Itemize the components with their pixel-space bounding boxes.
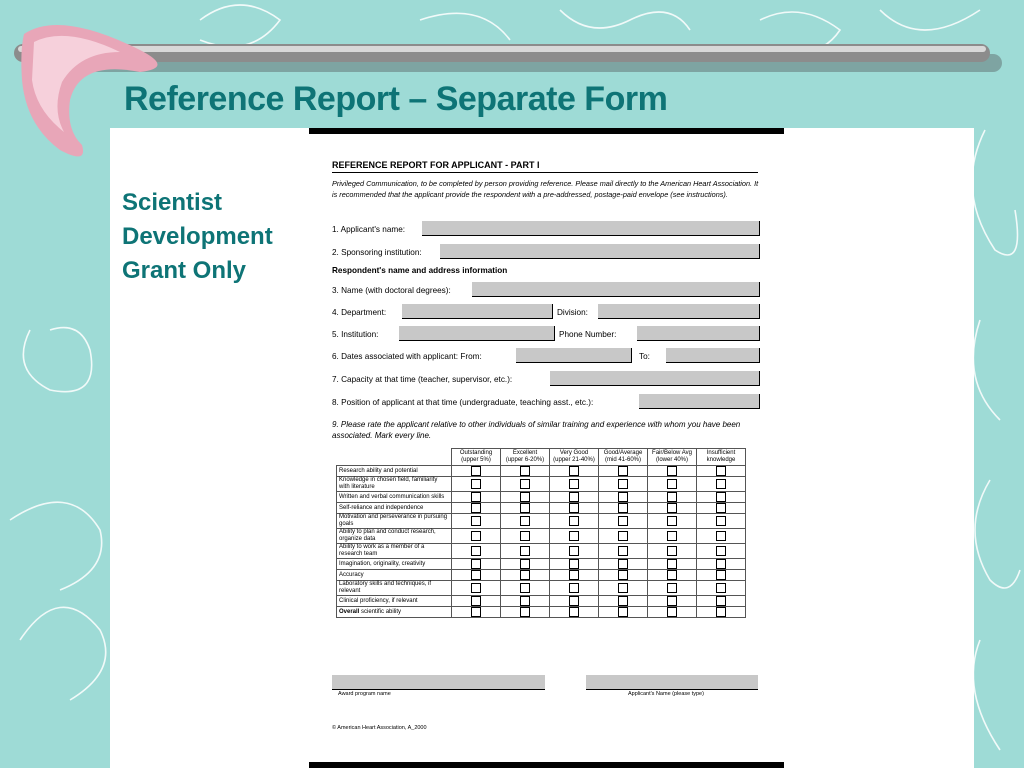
rating-checkbox[interactable]	[716, 492, 726, 502]
rating-checkbox[interactable]	[618, 516, 628, 526]
field-label-institution: 5. Institution:	[332, 330, 379, 339]
rating-column-header	[550, 449, 599, 466]
rating-cell	[452, 477, 501, 492]
rating-cell	[501, 607, 550, 618]
rating-row	[337, 492, 746, 503]
rating-checkbox[interactable]	[569, 607, 579, 617]
rating-cell	[452, 596, 501, 607]
rating-cell	[599, 492, 648, 503]
award-program-input[interactable]	[332, 675, 545, 690]
rating-cell	[648, 477, 697, 492]
rating-cell	[599, 559, 648, 570]
rating-row	[337, 514, 746, 529]
criterion-label: Imagination, originality, creativity	[337, 559, 452, 570]
rating-row	[337, 596, 746, 607]
rating-checkbox[interactable]	[520, 570, 530, 580]
rating-checkbox[interactable]	[667, 516, 677, 526]
form-bottom-bar	[309, 762, 784, 768]
rating-checkbox[interactable]	[667, 570, 677, 580]
rating-column-header	[648, 449, 697, 466]
criterion-label	[337, 607, 452, 618]
rating-cell	[648, 503, 697, 514]
swirl-decoration	[560, 10, 690, 30]
rating-cell	[599, 529, 648, 544]
rating-checkbox[interactable]	[471, 596, 481, 606]
rating-row	[337, 477, 746, 492]
swirl-decoration	[20, 607, 106, 700]
criterion-label: Self-reliance and independence	[337, 503, 452, 514]
swirl-decoration	[975, 480, 1020, 588]
rating-cell	[550, 503, 599, 514]
swirl-decoration	[973, 640, 1000, 750]
rating-cell	[599, 503, 648, 514]
form-heading: REFERENCE REPORT FOR APPLICANT - PART I	[332, 160, 758, 173]
applicant-name-input[interactable]	[422, 221, 760, 236]
rating-cell	[697, 581, 746, 596]
rating-checkbox[interactable]	[471, 531, 481, 541]
rating-checkbox[interactable]	[667, 466, 677, 476]
rating-checkbox[interactable]	[520, 479, 530, 489]
rating-column-header	[697, 449, 746, 466]
award-program-label: Award program name	[338, 691, 391, 697]
rating-cell	[501, 477, 550, 492]
rating-checkbox[interactable]	[667, 546, 677, 556]
column-range: (upper 6-20%)	[505, 457, 545, 463]
rating-cell	[648, 514, 697, 529]
rating-checkbox[interactable]	[618, 546, 628, 556]
rating-checkbox[interactable]	[520, 596, 530, 606]
rating-cell	[648, 492, 697, 503]
rating-cell	[501, 466, 550, 477]
rating-checkbox[interactable]	[520, 503, 530, 513]
field-label-division: Division:	[557, 308, 588, 317]
swirl-decoration	[880, 10, 980, 30]
rating-row	[337, 607, 746, 618]
rating-cell	[550, 529, 599, 544]
column-range: knowledge	[706, 457, 736, 463]
applicant-typed-name-input[interactable]	[586, 675, 758, 690]
rating-cell	[697, 492, 746, 503]
rating-checkbox[interactable]	[520, 531, 530, 541]
rating-checkbox[interactable]	[716, 531, 726, 541]
rating-cell	[648, 544, 697, 559]
rating-checkbox[interactable]	[520, 559, 530, 569]
rating-checkbox[interactable]	[716, 503, 726, 513]
position-input[interactable]	[639, 394, 760, 409]
rating-row	[337, 466, 746, 477]
rating-checkbox[interactable]	[569, 479, 579, 489]
rating-checkbox[interactable]	[667, 503, 677, 513]
reference-form	[332, 160, 762, 731]
rating-cell	[599, 514, 648, 529]
rating-cell	[452, 514, 501, 529]
field-label-dates-from: 6. Dates associated with applicant: From:	[332, 352, 482, 361]
rating-checkbox[interactable]	[569, 516, 579, 526]
rating-checkbox[interactable]	[716, 466, 726, 476]
institution-input[interactable]	[399, 326, 555, 341]
rating-cell	[648, 466, 697, 477]
rating-checkbox[interactable]	[471, 503, 481, 513]
rating-cell	[697, 477, 746, 492]
criterion-label: Accuracy	[337, 570, 452, 581]
rating-cell	[697, 544, 746, 559]
criterion-label: Clinical proficiency, if relevant	[337, 596, 452, 607]
dates-to-input[interactable]	[666, 348, 760, 363]
rating-checkbox[interactable]	[569, 466, 579, 476]
subtitle-line: Scientist	[122, 189, 223, 216]
rating-checkbox[interactable]	[569, 492, 579, 502]
top-rail-highlight	[18, 46, 986, 52]
rating-checkbox[interactable]	[520, 546, 530, 556]
rating-checkbox[interactable]	[618, 607, 628, 617]
criterion-label: Ability to work as a member of a research team	[337, 544, 452, 559]
rating-cell	[599, 607, 648, 618]
rating-cell	[501, 529, 550, 544]
rating-checkbox[interactable]	[520, 466, 530, 476]
rating-cell	[599, 581, 648, 596]
rating-cell	[599, 570, 648, 581]
respondent-name-input[interactable]	[472, 282, 760, 297]
rating-cell	[697, 559, 746, 570]
rating-checkbox[interactable]	[667, 607, 677, 617]
rating-cell	[599, 466, 648, 477]
swirl-decoration	[200, 5, 280, 47]
rating-checkbox[interactable]	[667, 596, 677, 606]
rating-checkbox[interactable]	[716, 479, 726, 489]
rating-cell	[452, 559, 501, 570]
rating-cell	[452, 581, 501, 596]
swirl-decoration	[972, 130, 1017, 255]
rating-column-header	[452, 449, 501, 466]
field-label-position: 8. Position of applicant at that time (undergraduate, teaching asst., etc.):	[332, 398, 594, 407]
rating-cell	[648, 529, 697, 544]
rating-checkbox[interactable]	[569, 546, 579, 556]
rating-cell	[452, 570, 501, 581]
criterion-label: Motivation and perseverance in pursuing goals	[337, 514, 452, 529]
rating-checkbox[interactable]	[716, 583, 726, 593]
field-label-name-degrees: 3. Name (with doctoral degrees):	[332, 286, 451, 295]
rating-cell	[599, 477, 648, 492]
rating-checkbox[interactable]	[471, 479, 481, 489]
criterion-label: Research ability and potential	[337, 466, 452, 477]
rating-cell	[501, 570, 550, 581]
copyright-notice: © American Heart Association, A_2000	[332, 725, 427, 731]
rating-row	[337, 529, 746, 544]
rating-table	[336, 448, 746, 618]
rating-checkbox[interactable]	[471, 583, 481, 593]
sponsoring-institution-input[interactable]	[440, 244, 760, 259]
rating-cell	[501, 492, 550, 503]
rating-checkbox[interactable]	[471, 546, 481, 556]
rating-checkbox[interactable]	[716, 607, 726, 617]
rating-cell	[501, 559, 550, 570]
applicant-typed-name-label: Applicant's Name (please type)	[628, 691, 704, 697]
division-input[interactable]	[598, 304, 760, 319]
rating-cell	[697, 503, 746, 514]
rating-cell	[452, 607, 501, 618]
rating-cell	[452, 544, 501, 559]
rating-checkbox[interactable]	[569, 596, 579, 606]
rating-cell	[452, 466, 501, 477]
rating-cell	[648, 559, 697, 570]
form-intro: Privileged Communication, to be completed by person providing reference. Please mail directly to the American Heart Association. It is recommended that the applicant provide the respondent with a pre-addressed, postage-paid envelope (see instructions).	[332, 179, 759, 199]
rating-cell	[452, 529, 501, 544]
rating-cell	[550, 607, 599, 618]
field-label-phone: Phone Number:	[559, 330, 617, 339]
column-range: (upper 21-40%)	[553, 457, 595, 463]
overall-bold-label: Overall	[339, 608, 360, 615]
form-top-bar	[309, 128, 784, 134]
rating-checkbox[interactable]	[618, 531, 628, 541]
rating-cell	[697, 514, 746, 529]
rating-checkbox[interactable]	[618, 583, 628, 593]
rating-checkbox[interactable]	[667, 531, 677, 541]
rating-checkbox[interactable]	[618, 596, 628, 606]
rating-checkbox[interactable]	[716, 596, 726, 606]
rating-cell	[550, 514, 599, 529]
field-label-department: 4. Department:	[332, 308, 387, 317]
rating-cell	[550, 559, 599, 570]
rating-checkbox[interactable]	[471, 607, 481, 617]
rating-row	[337, 570, 746, 581]
rating-checkbox[interactable]	[618, 466, 628, 476]
swirl-decoration	[420, 13, 510, 40]
rating-checkbox[interactable]	[471, 570, 481, 580]
rating-cell	[697, 607, 746, 618]
rating-cell	[599, 544, 648, 559]
rating-checkbox[interactable]	[716, 570, 726, 580]
criterion-label: Written and verbal communication skills	[337, 492, 452, 503]
rating-checkbox[interactable]	[520, 583, 530, 593]
column-name: Good/Average	[603, 450, 643, 456]
rating-checkbox[interactable]	[716, 546, 726, 556]
rating-checkbox[interactable]	[520, 516, 530, 526]
rating-checkbox[interactable]	[569, 503, 579, 513]
rating-cell	[550, 596, 599, 607]
rating-cell	[648, 596, 697, 607]
rating-cell	[697, 529, 746, 544]
slide-title: Reference Report – Separate Form	[124, 80, 668, 118]
rating-checkbox[interactable]	[716, 559, 726, 569]
swirl-decoration	[10, 502, 102, 590]
rating-cell	[501, 514, 550, 529]
rating-cell	[550, 544, 599, 559]
rating-checkbox[interactable]	[471, 466, 481, 476]
column-name: Fair/Below Avg	[652, 450, 692, 456]
rating-checkbox[interactable]	[569, 570, 579, 580]
rating-cell	[697, 596, 746, 607]
rating-cell	[697, 466, 746, 477]
rating-cell	[501, 581, 550, 596]
criterion-label: Laboratory skills and techniques, if relevant	[337, 581, 452, 596]
rating-cell	[501, 544, 550, 559]
rating-checkbox[interactable]	[667, 559, 677, 569]
rating-checkbox[interactable]	[471, 516, 481, 526]
rating-checkbox[interactable]	[667, 479, 677, 489]
field-label-sponsoring: 2. Sponsoring institution:	[332, 248, 422, 257]
rating-cell	[550, 570, 599, 581]
column-name: Excellent	[512, 450, 538, 456]
slide-subtitle	[122, 186, 273, 288]
rating-cell	[452, 492, 501, 503]
rating-checkbox[interactable]	[569, 531, 579, 541]
rating-cell	[648, 570, 697, 581]
rating-checkbox[interactable]	[471, 559, 481, 569]
rating-cell	[501, 596, 550, 607]
rating-checkbox[interactable]	[618, 479, 628, 489]
field-label-to: To:	[639, 352, 650, 361]
rating-column-header	[599, 449, 648, 466]
subtitle-line: Development	[122, 223, 273, 250]
respondent-section-heading: Respondent's name and address information	[332, 266, 508, 275]
rating-checkbox[interactable]	[471, 492, 481, 502]
rating-cell	[697, 570, 746, 581]
field-label-applicant-name: 1. Applicant's name:	[332, 225, 406, 234]
rating-checkbox[interactable]	[569, 559, 579, 569]
rating-column-header	[501, 449, 550, 466]
rating-checkbox[interactable]	[618, 559, 628, 569]
overall-rest-label: scientific ability	[359, 608, 402, 615]
rating-cell	[501, 503, 550, 514]
rating-checkbox[interactable]	[716, 516, 726, 526]
column-name: Outstanding	[459, 450, 493, 456]
rating-checkbox[interactable]	[520, 607, 530, 617]
rating-cell	[599, 596, 648, 607]
criterion-label: Ability to plan and conduct research, organize data	[337, 529, 452, 544]
department-input[interactable]	[402, 304, 553, 319]
column-name: Very Good	[559, 450, 589, 456]
dates-from-input[interactable]	[516, 348, 632, 363]
phone-input[interactable]	[637, 326, 760, 341]
question-9: 9. Please rate the applicant relative to other individuals of similar training and experience with whom you have been associated. Mark every line.	[332, 420, 741, 440]
rating-checkbox[interactable]	[520, 492, 530, 502]
rating-row	[337, 544, 746, 559]
rating-checkbox[interactable]	[618, 492, 628, 502]
rating-cell	[550, 466, 599, 477]
rating-checkbox[interactable]	[618, 503, 628, 513]
swirl-decoration	[973, 320, 1000, 420]
rating-row	[337, 559, 746, 570]
rating-row	[337, 503, 746, 514]
subtitle-line: Grant Only	[122, 257, 247, 284]
capacity-input[interactable]	[550, 371, 760, 386]
rating-checkbox[interactable]	[667, 492, 677, 502]
rating-row	[337, 581, 746, 596]
column-range: (upper 5%)	[461, 457, 491, 463]
rating-corner	[337, 449, 452, 466]
field-label-capacity: 7. Capacity at that time (teacher, supervisor, etc.):	[332, 375, 513, 384]
rating-checkbox[interactable]	[618, 570, 628, 580]
rating-cell	[550, 477, 599, 492]
rating-cell	[452, 503, 501, 514]
rating-cell	[648, 607, 697, 618]
rating-checkbox[interactable]	[667, 583, 677, 593]
rating-cell	[550, 492, 599, 503]
column-range: (mid 41-60%)	[604, 457, 641, 463]
swirl-decoration	[23, 328, 91, 392]
criterion-label: Knowledge in chosen field, familiarity with literature	[337, 477, 452, 492]
column-name: Insufficient	[706, 450, 736, 456]
rating-checkbox[interactable]	[569, 583, 579, 593]
rating-cell	[648, 581, 697, 596]
rating-cell	[550, 581, 599, 596]
column-range: (lower 40%)	[655, 457, 688, 463]
